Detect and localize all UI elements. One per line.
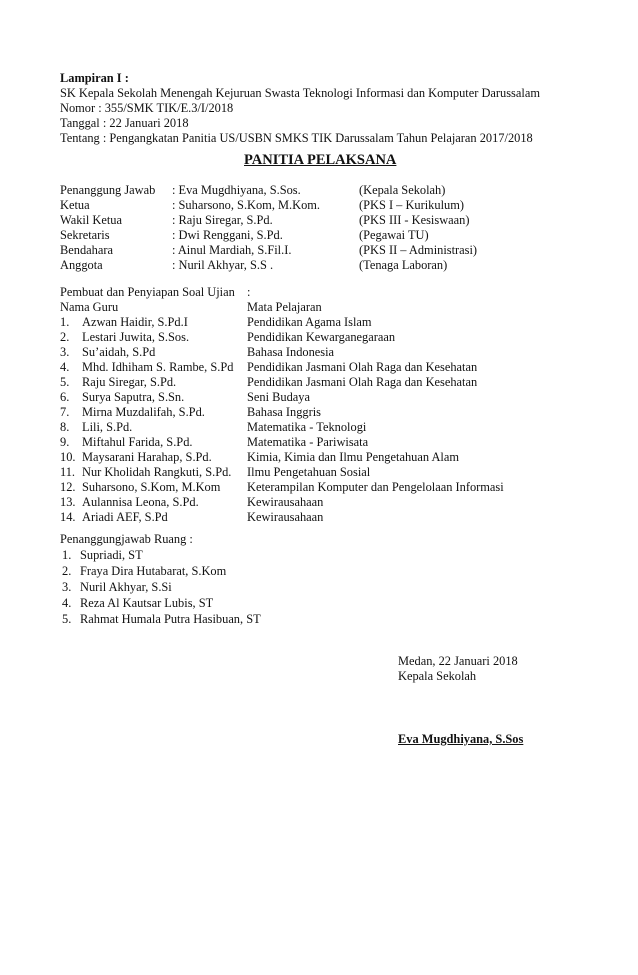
row-number: 9. bbox=[60, 435, 70, 449]
committee-note: (Tenaga Laboran) bbox=[359, 258, 448, 272]
teacher-name: Raju Siregar, S.Pd. bbox=[82, 375, 177, 389]
signatory-name: Eva Mugdhiyana, S.Sos bbox=[398, 732, 524, 746]
subject-name: Pendidikan Jasmani Olah Raga dan Kesehatan bbox=[247, 375, 478, 389]
column-header-subject: Mata Pelajaran bbox=[247, 300, 322, 314]
committee-role: Bendahara bbox=[60, 243, 113, 257]
subject-name: Pendidikan Jasmani Olah Raga dan Kesehatan bbox=[247, 360, 478, 374]
subject-name: Kimia, Kimia dan Ilmu Pengetahuan Alam bbox=[247, 450, 459, 464]
date-line: Tanggal : 22 Januari 2018 bbox=[60, 116, 189, 130]
row-number: 10. bbox=[60, 450, 76, 464]
subject-name: Matematika - Teknologi bbox=[247, 420, 367, 434]
row-number: 5. bbox=[60, 375, 70, 389]
number-line: Nomor : 355/SMK TIK/E.3/I/2018 bbox=[60, 101, 234, 115]
row-number: 8. bbox=[60, 420, 70, 434]
column-header-name: Nama Guru bbox=[60, 300, 119, 314]
exam-makers-colon: : bbox=[247, 285, 251, 299]
subject-name: Matematika - Pariwisata bbox=[247, 435, 369, 449]
supervisor-name: Reza Al Kautsar Lubis, ST bbox=[80, 596, 214, 610]
teacher-name: Surya Saputra, S.Sn. bbox=[82, 390, 185, 404]
committee-note: (Kepala Sekolah) bbox=[359, 183, 446, 197]
attachment-label: Lampiran I : bbox=[60, 71, 129, 85]
row-number: 14. bbox=[60, 510, 76, 524]
row-number: 4. bbox=[62, 596, 72, 610]
committee-name: : Nuril Akhyar, S.S . bbox=[172, 258, 274, 272]
supervisor-name: Rahmat Humala Putra Hasibuan, ST bbox=[80, 612, 261, 626]
committee-name: : Raju Siregar, S.Pd. bbox=[172, 213, 273, 227]
committee-note: (Pegawai TU) bbox=[359, 228, 429, 242]
room-supervisors-heading: Penanggungjawab Ruang : bbox=[60, 532, 193, 546]
supervisor-name: Supriadi, ST bbox=[80, 548, 143, 562]
teacher-name: Suharsono, S.Kom, M.Kom bbox=[82, 480, 221, 494]
row-number: 7. bbox=[60, 405, 70, 419]
teacher-name: Lili, S.Pd. bbox=[82, 420, 133, 434]
document-title: PANITIA PELAKSANA bbox=[244, 152, 397, 168]
decree-line: SK Kepala Sekolah Menengah Kejuruan Swasta Teknologi Informasi dan Komputer Darussalam bbox=[60, 86, 540, 100]
subject-name: Bahasa Inggris bbox=[247, 405, 321, 419]
signature-place-date: Medan, 22 Januari 2018 bbox=[398, 654, 518, 668]
subject-name: Kewirausahaan bbox=[247, 510, 324, 524]
subject-name: Pendidikan Kewarganegaraan bbox=[247, 330, 396, 344]
committee-name: : Eva Mugdhiyana, S.Sos. bbox=[172, 183, 301, 197]
committee-role: Penanggung Jawab bbox=[60, 183, 156, 197]
row-number: 4. bbox=[60, 360, 70, 374]
row-number: 1. bbox=[60, 315, 70, 329]
row-number: 12. bbox=[60, 480, 76, 494]
subject-name: Kewirausahaan bbox=[247, 495, 324, 509]
row-number: 13. bbox=[60, 495, 76, 509]
row-number: 11. bbox=[60, 465, 76, 479]
signature-position: Kepala Sekolah bbox=[398, 669, 477, 683]
row-number: 2. bbox=[60, 330, 70, 344]
exam-makers-heading: Pembuat dan Penyiapan Soal Ujian bbox=[60, 285, 235, 299]
committee-note: (PKS III - Kesiswaan) bbox=[359, 213, 470, 227]
subject-name: Ilmu Pengetahuan Sosial bbox=[247, 465, 371, 479]
teacher-name: Aulannisa Leona, S.Pd. bbox=[82, 495, 199, 509]
subject-name: Pendidikan Agama Islam bbox=[247, 315, 372, 329]
row-number: 3. bbox=[62, 580, 72, 594]
committee-name: : Ainul Mardiah, S.Fil.I. bbox=[172, 243, 292, 257]
row-number: 3. bbox=[60, 345, 70, 359]
teacher-name: Mhd. Idhiham S. Rambe, S.Pd bbox=[82, 360, 234, 374]
committee-role: Wakil Ketua bbox=[60, 213, 122, 227]
row-number: 6. bbox=[60, 390, 70, 404]
teacher-name: Azwan Haidir, S.Pd.I bbox=[82, 315, 188, 329]
teacher-name: Miftahul Farida, S.Pd. bbox=[82, 435, 193, 449]
committee-role: Sekretaris bbox=[60, 228, 110, 242]
subject-line: Tentang : Pengangkatan Panitia US/USBN SMKS TIK Darussalam Tahun Pelajaran 2017/2018 bbox=[60, 131, 533, 145]
supervisor-name: Nuril Akhyar, S.Si bbox=[80, 580, 172, 594]
subject-name: Keterampilan Komputer dan Pengelolaan Informasi bbox=[247, 480, 504, 494]
row-number: 5. bbox=[62, 612, 72, 626]
teacher-name: Nur Kholidah Rangkuti, S.Pd. bbox=[82, 465, 232, 479]
committee-name: : Suharsono, S.Kom, M.Kom. bbox=[172, 198, 321, 212]
teacher-name: Su’aidah, S.Pd bbox=[82, 345, 156, 359]
committee-name: : Dwi Renggani, S.Pd. bbox=[172, 228, 283, 242]
subject-name: Bahasa Indonesia bbox=[247, 345, 335, 359]
teacher-name: Ariadi AEF, S.Pd bbox=[82, 510, 168, 524]
teacher-name: Maysarani Harahap, S.Pd. bbox=[82, 450, 212, 464]
committee-note: (PKS II – Administrasi) bbox=[359, 243, 478, 257]
row-number: 2. bbox=[62, 564, 72, 578]
row-number: 1. bbox=[62, 548, 72, 562]
teacher-name: Lestari Juwita, S.Sos. bbox=[82, 330, 190, 344]
committee-note: (PKS I – Kurikulum) bbox=[359, 198, 464, 212]
committee-role: Ketua bbox=[60, 198, 90, 212]
committee-role: Anggota bbox=[60, 258, 103, 272]
teacher-name: Mirna Muzdalifah, S.Pd. bbox=[82, 405, 205, 419]
subject-name: Seni Budaya bbox=[247, 390, 310, 404]
supervisor-name: Fraya Dira Hutabarat, S.Kom bbox=[80, 564, 227, 578]
